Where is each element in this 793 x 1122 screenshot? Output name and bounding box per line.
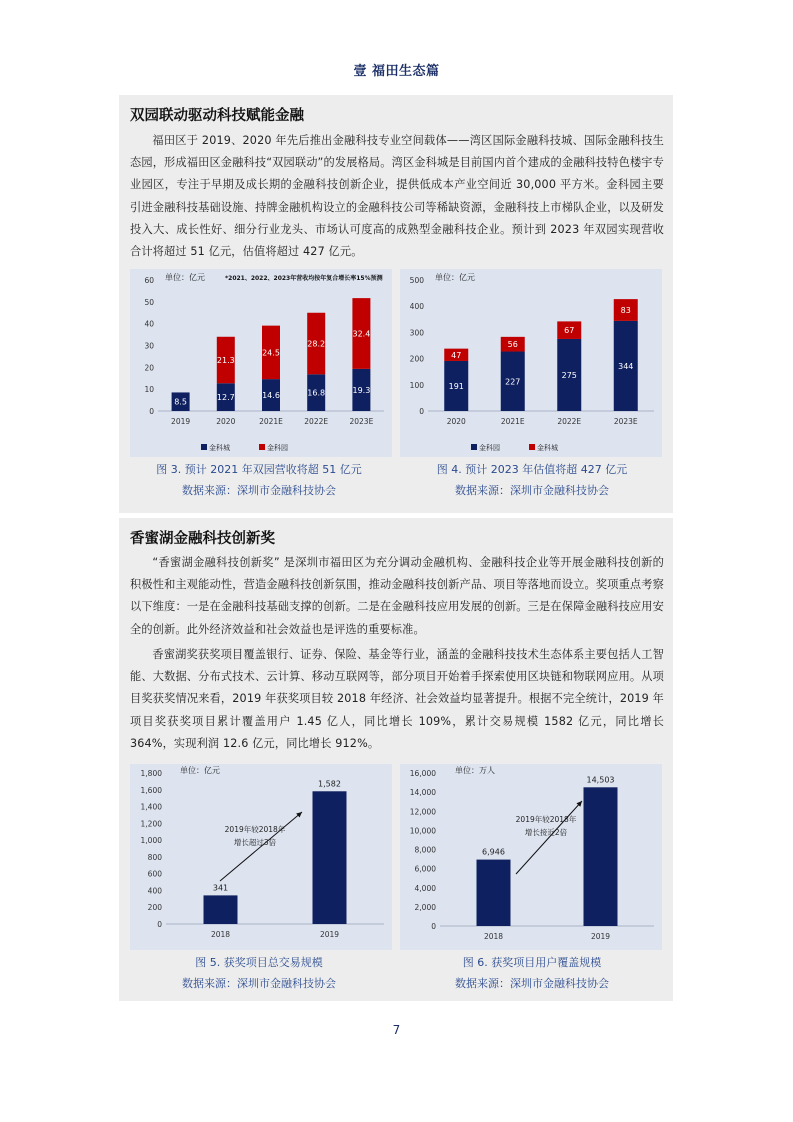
- y-tick-label: 20: [144, 363, 154, 373]
- annotation-text: 增长超过3倍: [233, 838, 277, 847]
- y-tick-label: 30: [144, 341, 154, 351]
- chart-note: *2021、2022、2023年营收均按年复合增长率15%预测: [225, 275, 383, 282]
- data-label: 12.7: [216, 393, 235, 403]
- data-label: 227: [505, 377, 521, 387]
- x-tick-label: 2023E: [613, 417, 638, 426]
- y-tick-label: 200: [409, 354, 424, 364]
- x-tick-label: 2018: [210, 930, 231, 939]
- data-label: 21.3: [216, 356, 235, 366]
- chart-svg: [130, 764, 392, 950]
- y-tick-label: 500: [409, 276, 424, 285]
- transaction-volume-chart: [130, 764, 392, 950]
- x-tick-label: 2021E: [259, 417, 283, 426]
- data-label: 24.5: [262, 348, 280, 358]
- page-number: 7: [392, 1023, 401, 1037]
- unit-label: 单位：亿元: [180, 766, 220, 775]
- data-label: 1,582: [318, 779, 341, 789]
- annotation-text: 2019年较2018年: [515, 815, 577, 824]
- figure-source: 数据来源：深圳市金融科技协会: [182, 977, 336, 990]
- data-label: 83: [620, 305, 631, 315]
- figure-source: 数据来源：深圳市金融科技协会: [182, 484, 336, 497]
- y-tick-label: 4,000: [414, 883, 436, 893]
- data-label: 14,503: [586, 775, 615, 785]
- page-header: 壹 福田生态篇: [353, 64, 440, 79]
- legend-label: 金科园: [267, 444, 288, 452]
- y-tick-label: 14,000: [409, 788, 436, 798]
- y-tick-label: 1,000: [140, 836, 162, 846]
- annotation-text: 2019年较2018年: [224, 825, 286, 834]
- valuation-chart: [400, 269, 662, 457]
- x-tick-label: 2021E: [500, 417, 525, 426]
- data-label: 56: [507, 340, 518, 350]
- chart-svg: [400, 764, 662, 950]
- x-tick-label: 2019: [171, 417, 191, 426]
- unit-label: 单位：万人: [455, 766, 495, 775]
- figure-source: 数据来源：深圳市金融科技协会: [455, 484, 609, 497]
- y-tick-label: 300: [409, 328, 424, 338]
- data-label: 19.3: [352, 385, 371, 395]
- x-tick-label: 2020: [216, 417, 236, 426]
- y-tick-label: 200: [147, 903, 162, 913]
- legend-swatch: [259, 444, 265, 450]
- data-label: 28.2: [307, 339, 326, 349]
- section-paragraph: 福田区于 2019、2020 年先后推出金融科技专业空间载体——湾区国际金融科技城、国际金融科技生态园，形成福田区金融科技“双园联动”的发展格局。湾区金科城是目前国内首个建成的金融科技特色楼宇专业园区，专注于早期及成长期的金融科技创新企业，提供低成本产业空间近 30,000 平方米。金科园主要引进金融科技基础设施、持牌金融机构设立的金融科技公司等稀缺资源，金融科技上市梯队企业，以及研发投入大、成长性好、细分行业龙头、市场认可度高的成熟型金融科技企业。预计到 2023 年双园实现营收合计将超过 51 亿元，估值将超过 427 亿元。: [130, 134, 664, 259]
- legend-label: 金科城: [537, 444, 558, 452]
- chart-svg: [130, 269, 392, 457]
- y-tick-label: 16,000: [409, 769, 436, 778]
- data-label: 341: [212, 883, 229, 893]
- y-tick-label: 0: [419, 407, 424, 416]
- x-tick-label: 2018: [483, 932, 504, 941]
- bar: [584, 787, 618, 926]
- data-label: 191: [448, 381, 464, 391]
- x-tick-label: 2019: [590, 932, 611, 941]
- y-tick-label: 50: [144, 297, 154, 307]
- data-label: 67: [564, 326, 575, 336]
- y-tick-label: 0: [431, 922, 436, 931]
- unit-label: 单位：亿元: [435, 273, 475, 282]
- y-tick-label: 6,000: [414, 864, 436, 874]
- y-tick-label: 400: [147, 886, 162, 896]
- figure-caption: 图 3. 预计 2021 年双园营收将超 51 亿元: [156, 463, 362, 476]
- legend-swatch: [529, 444, 535, 450]
- y-tick-label: 60: [144, 276, 154, 285]
- bar: [313, 791, 347, 924]
- y-tick-label: 100: [409, 380, 424, 390]
- y-tick-label: 1,200: [140, 819, 162, 829]
- x-tick-label: 2023E: [349, 417, 374, 426]
- y-tick-label: 2,000: [414, 902, 436, 912]
- y-tick-label: 1,600: [140, 785, 162, 795]
- y-tick-label: 40: [144, 319, 154, 329]
- legend-swatch: [201, 444, 207, 450]
- y-tick-label: 10: [144, 385, 154, 395]
- figure-caption: 图 4. 预计 2023 年估值将超 427 亿元: [436, 463, 628, 476]
- y-tick-label: 1,800: [140, 769, 162, 778]
- y-tick-label: 0: [157, 920, 162, 929]
- legend-swatch: [471, 444, 477, 450]
- x-tick-label: 2022E: [557, 417, 582, 426]
- data-label: 8.5: [174, 397, 187, 407]
- figure-source: 数据来源：深圳市金融科技协会: [455, 977, 609, 990]
- y-tick-label: 800: [147, 852, 162, 862]
- section-title: 香蜜湖金融科技创新奖: [130, 531, 275, 547]
- y-tick-label: 400: [409, 302, 424, 312]
- data-label: 6,946: [482, 847, 505, 857]
- y-tick-label: 1,400: [140, 802, 162, 812]
- y-tick-label: 600: [147, 869, 162, 879]
- annotation-text: 增长接近2倍: [524, 828, 568, 837]
- bar: [477, 860, 511, 926]
- section-paragraph: “香蜜湖金融科技创新奖” 是深圳市福田区为充分调动金融机构、金融科技企业等开展金融科技创新的积极性和主观能动性，营造金融科技创新氛围，推动金融科技创新产品、项目等落地而设立。奖项重点考察以下维度：一是在金融科技基础支撑的创新。二是在金融科技应用发展的创新。三是在保障金融科技应用安全的创新。此外经济效益和社会效益也是评选的重要标准。: [130, 556, 664, 636]
- data-label: 32.4: [352, 329, 371, 339]
- section-dual-park: [119, 95, 673, 513]
- x-tick-label: 2020: [446, 417, 466, 426]
- data-label: 275: [561, 370, 577, 380]
- x-tick-label: 2022E: [304, 417, 329, 426]
- data-label: 16.8: [307, 388, 326, 398]
- unit-label: 单位：亿元: [165, 273, 205, 282]
- x-tick-label: 2019: [319, 930, 340, 939]
- figure-caption: 图 5. 获奖项目总交易规模: [195, 956, 323, 969]
- chart-svg: [400, 269, 662, 457]
- section-xiangmihu-award: [119, 518, 673, 1001]
- data-label: 14.6: [262, 391, 280, 401]
- figure-caption: 图 6. 获奖项目用户覆盖规模: [462, 956, 602, 969]
- data-label: 47: [451, 350, 462, 360]
- y-tick-label: 10,000: [409, 826, 436, 836]
- y-tick-label: 12,000: [409, 807, 436, 817]
- user-coverage-chart: [400, 764, 662, 950]
- section-paragraph: 香蜜湖奖获奖项目覆盖银行、证券、保险、基金等行业，涵盖的金融科技技术生态体系主要包括人工智能、大数据、分布式技术、云计算、移动互联网等，部分项目开始着手探索使用区块链和物联网应用。从项目奖获奖情况来看，2019 年获奖项目较 2018 年经济、社会效益均显著提升。根据不完全统计，2019 年项目奖获奖项目累计覆盖用户 1.45 亿人，同比增长 109%，累计交易规模 1582 亿元，同比增长 364%，实现利润 12.6 亿元，同比增长 912%。: [130, 648, 664, 750]
- y-tick-label: 8,000: [414, 845, 436, 855]
- bar: [204, 895, 238, 924]
- data-label: 344: [618, 361, 634, 371]
- y-tick-label: 0: [149, 407, 154, 416]
- chart-background: [130, 764, 392, 950]
- section-title: 双园联动驱动科技赋能金融: [130, 108, 304, 124]
- revenue-chart: [130, 269, 392, 457]
- legend-label: 金科园: [479, 444, 500, 452]
- legend-label: 金科城: [209, 444, 230, 452]
